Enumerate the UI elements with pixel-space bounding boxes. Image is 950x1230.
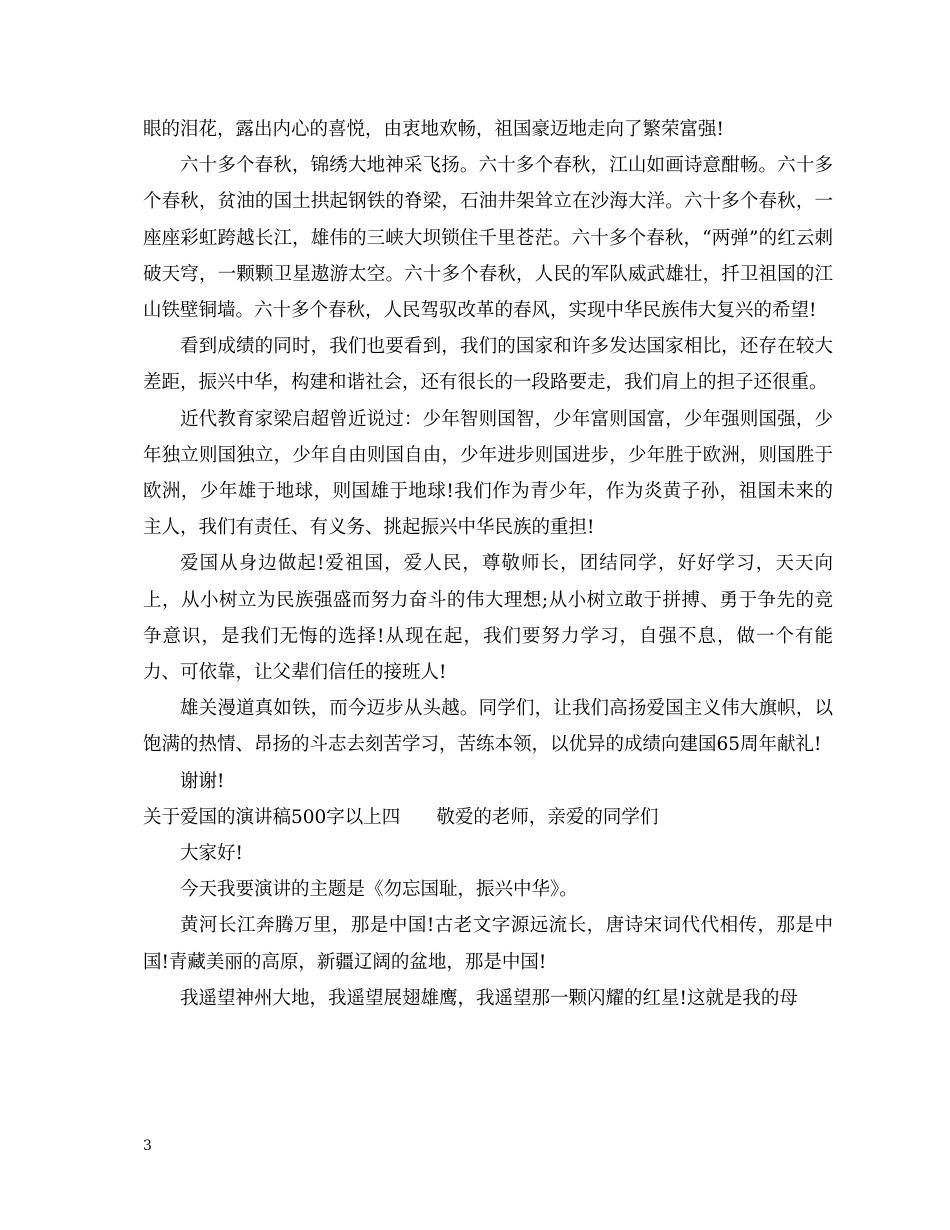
page-number: 3	[143, 1138, 152, 1154]
paragraph-9: 今天我要演讲的主题是《勿忘国耻，振兴中华》。	[180, 879, 578, 901]
document-body	[143, 112, 833, 1017]
paragraph-11: 我遥望神州大地，我遥望展翅雄鹰，我遥望那一颗闪耀的红星!这就是我的母	[180, 987, 798, 1009]
paragraph-3: 看到成绩的同时，我们也要看到，我们的国家和许多发达国家相比，还存在较大差距，振兴中华，构建和谐社会，还有很长的一段路要走，我们肩上的担子还很重。	[143, 336, 833, 394]
section-title: 关于爱国的演讲稿500字以上四	[143, 806, 401, 828]
section-heading	[143, 800, 833, 836]
paragraph-10: 黄河长江奔腾万里，那是中国!古老文字源远流长，唐诗宋词代代相传，那是中国!青藏美丽的高原，新疆辽阔的盆地，那是中国!	[143, 915, 833, 973]
paragraph-7: 谢谢!	[180, 770, 225, 792]
paragraph-4: 近代教育家梁启超曾近说过：少年智则国智，少年富则国富，少年强则国强，少年独立则国独立，少年自由则国自由，少年进步则国进步，少年胜于欧洲，则国胜于欧洲，少年雄于地球，则国雄于地球!我们作为青少年，作为炎黄子孙，祖国未来的主人，我们有责任、有义务、挑起振兴中华民族的重担!	[143, 408, 833, 539]
paragraph-1: 眼的泪花，露出内心的喜悦，由衷地欢畅，祖国豪迈地走向了繁荣富强!	[143, 119, 724, 140]
section-greeting: 敬爱的老师，亲爱的同学们	[436, 806, 659, 828]
paragraph-6: 雄关漫道真如铁，而今迈步从头越。同学们，让我们高扬爱国主义伟大旗帜，以饱满的热情、昂扬的斗志去刻苦学习，苦练本领，以优异的成绩向建国65周年献礼!	[143, 698, 833, 756]
paragraph-2: 六十多个春秋，锦绣大地神采飞扬。六十多个春秋，江山如画诗意酣畅。六十多个春秋，贫油的国土拱起钢铁的脊梁，石油井架耸立在沙海大洋。六十多个春秋，一座座彩虹跨越长江，雄伟的三峡大坝锁住千里苍茫。六十多个春秋，“两弹”的红云刺破天穹，一颗颗卫星遨游太空。六十多个春秋，人民的军队威武雄壮，扦卫祖国的江山铁壁铜墙。六十多个春秋，人民驾驭改革的春风，实现中华民族伟大复兴的希望!	[143, 155, 833, 322]
paragraph-8: 大家好!	[180, 843, 243, 865]
paragraph-5: 爱国从身边做起!爱祖国，爱人民，尊敬师长，团结同学，好好学习，天天向上，从小树立为民族强盛而努力奋斗的伟大理想;从小树立敢于拼搏、勇于争先的竞争意识，是我们无悔的选择!从现在起，我们要努力学习，自强不息，做一个有能力、可依靠，让父辈们信任的接班人!	[143, 553, 833, 684]
